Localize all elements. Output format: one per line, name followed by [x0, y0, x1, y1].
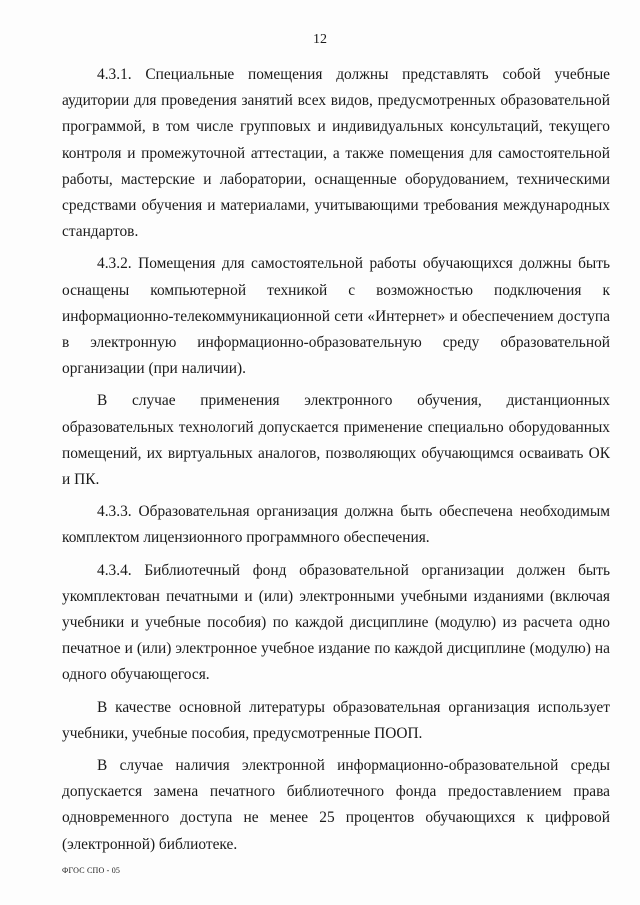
paragraph-main-literature: В качестве основной литературы образовательная организация использует учебники, учебные пособия, предусмотренные ПООП. [62, 698, 610, 742]
footer-document-code: ФГОС СПО - 05 [62, 866, 121, 875]
paragraph-4-3-3: 4.3.3. Образовательная организация должна быть обеспечена необходимым комплектом лицензионного программного обеспечения. [62, 503, 610, 547]
page-number: 12 [313, 32, 327, 47]
paragraph-electronic-library: В случае наличия электронной информационно-образовательной среды допускается замена печатного библиотечного фонда предоставлением права одновременного доступа не менее 25 процентов обучающихся к цифровой (электронной) библиотеке. [62, 757, 610, 853]
paragraph-distance-learning: В случае применения электронного обучения, дистанционных образовательных технологий допускается применение специально оборудованных помещений, их виртуальных аналогов, позволяющих обучающимся осваивать ОК и ПК. [62, 392, 610, 489]
paragraph-4-3-1: 4.3.1. Специальные помещения должны представлять собой учебные аудитории для проведения занятий всех видов, предусмотренных образовательной программой, в том числе групповых и индивидуальных консультаций, текущего контроля и промежуточной аттестации, а также помещения для самостоятельной работы, мастерские и лаборатории, оснащенные оборудованием, техническими средствами обучения и материалами, учитывающими требования международных стандартов. [62, 66, 610, 241]
paragraph-4-3-2: 4.3.2. Помещения для самостоятельной работы обучающихся должны быть оснащены компьютерной техникой с возможностью подключения к информационно-телекоммуникационной сети «Интернет» и обеспечением доступа в электронную информационно-образовательную среду образовательной организации (при наличии). [62, 255, 610, 378]
paragraph-4-3-4: 4.3.4. Библиотечный фонд образовательной организации должен быть укомплектован печатными и (или) электронными учебными изданиями (включая учебники и учебные пособия) по каждой дисциплине (модулю) из расчета одно печатное и (или) электронное учебное издание по каждой дисциплине (модулю) на одного обучающегося. [62, 561, 610, 684]
document-body [62, 62, 610, 864]
